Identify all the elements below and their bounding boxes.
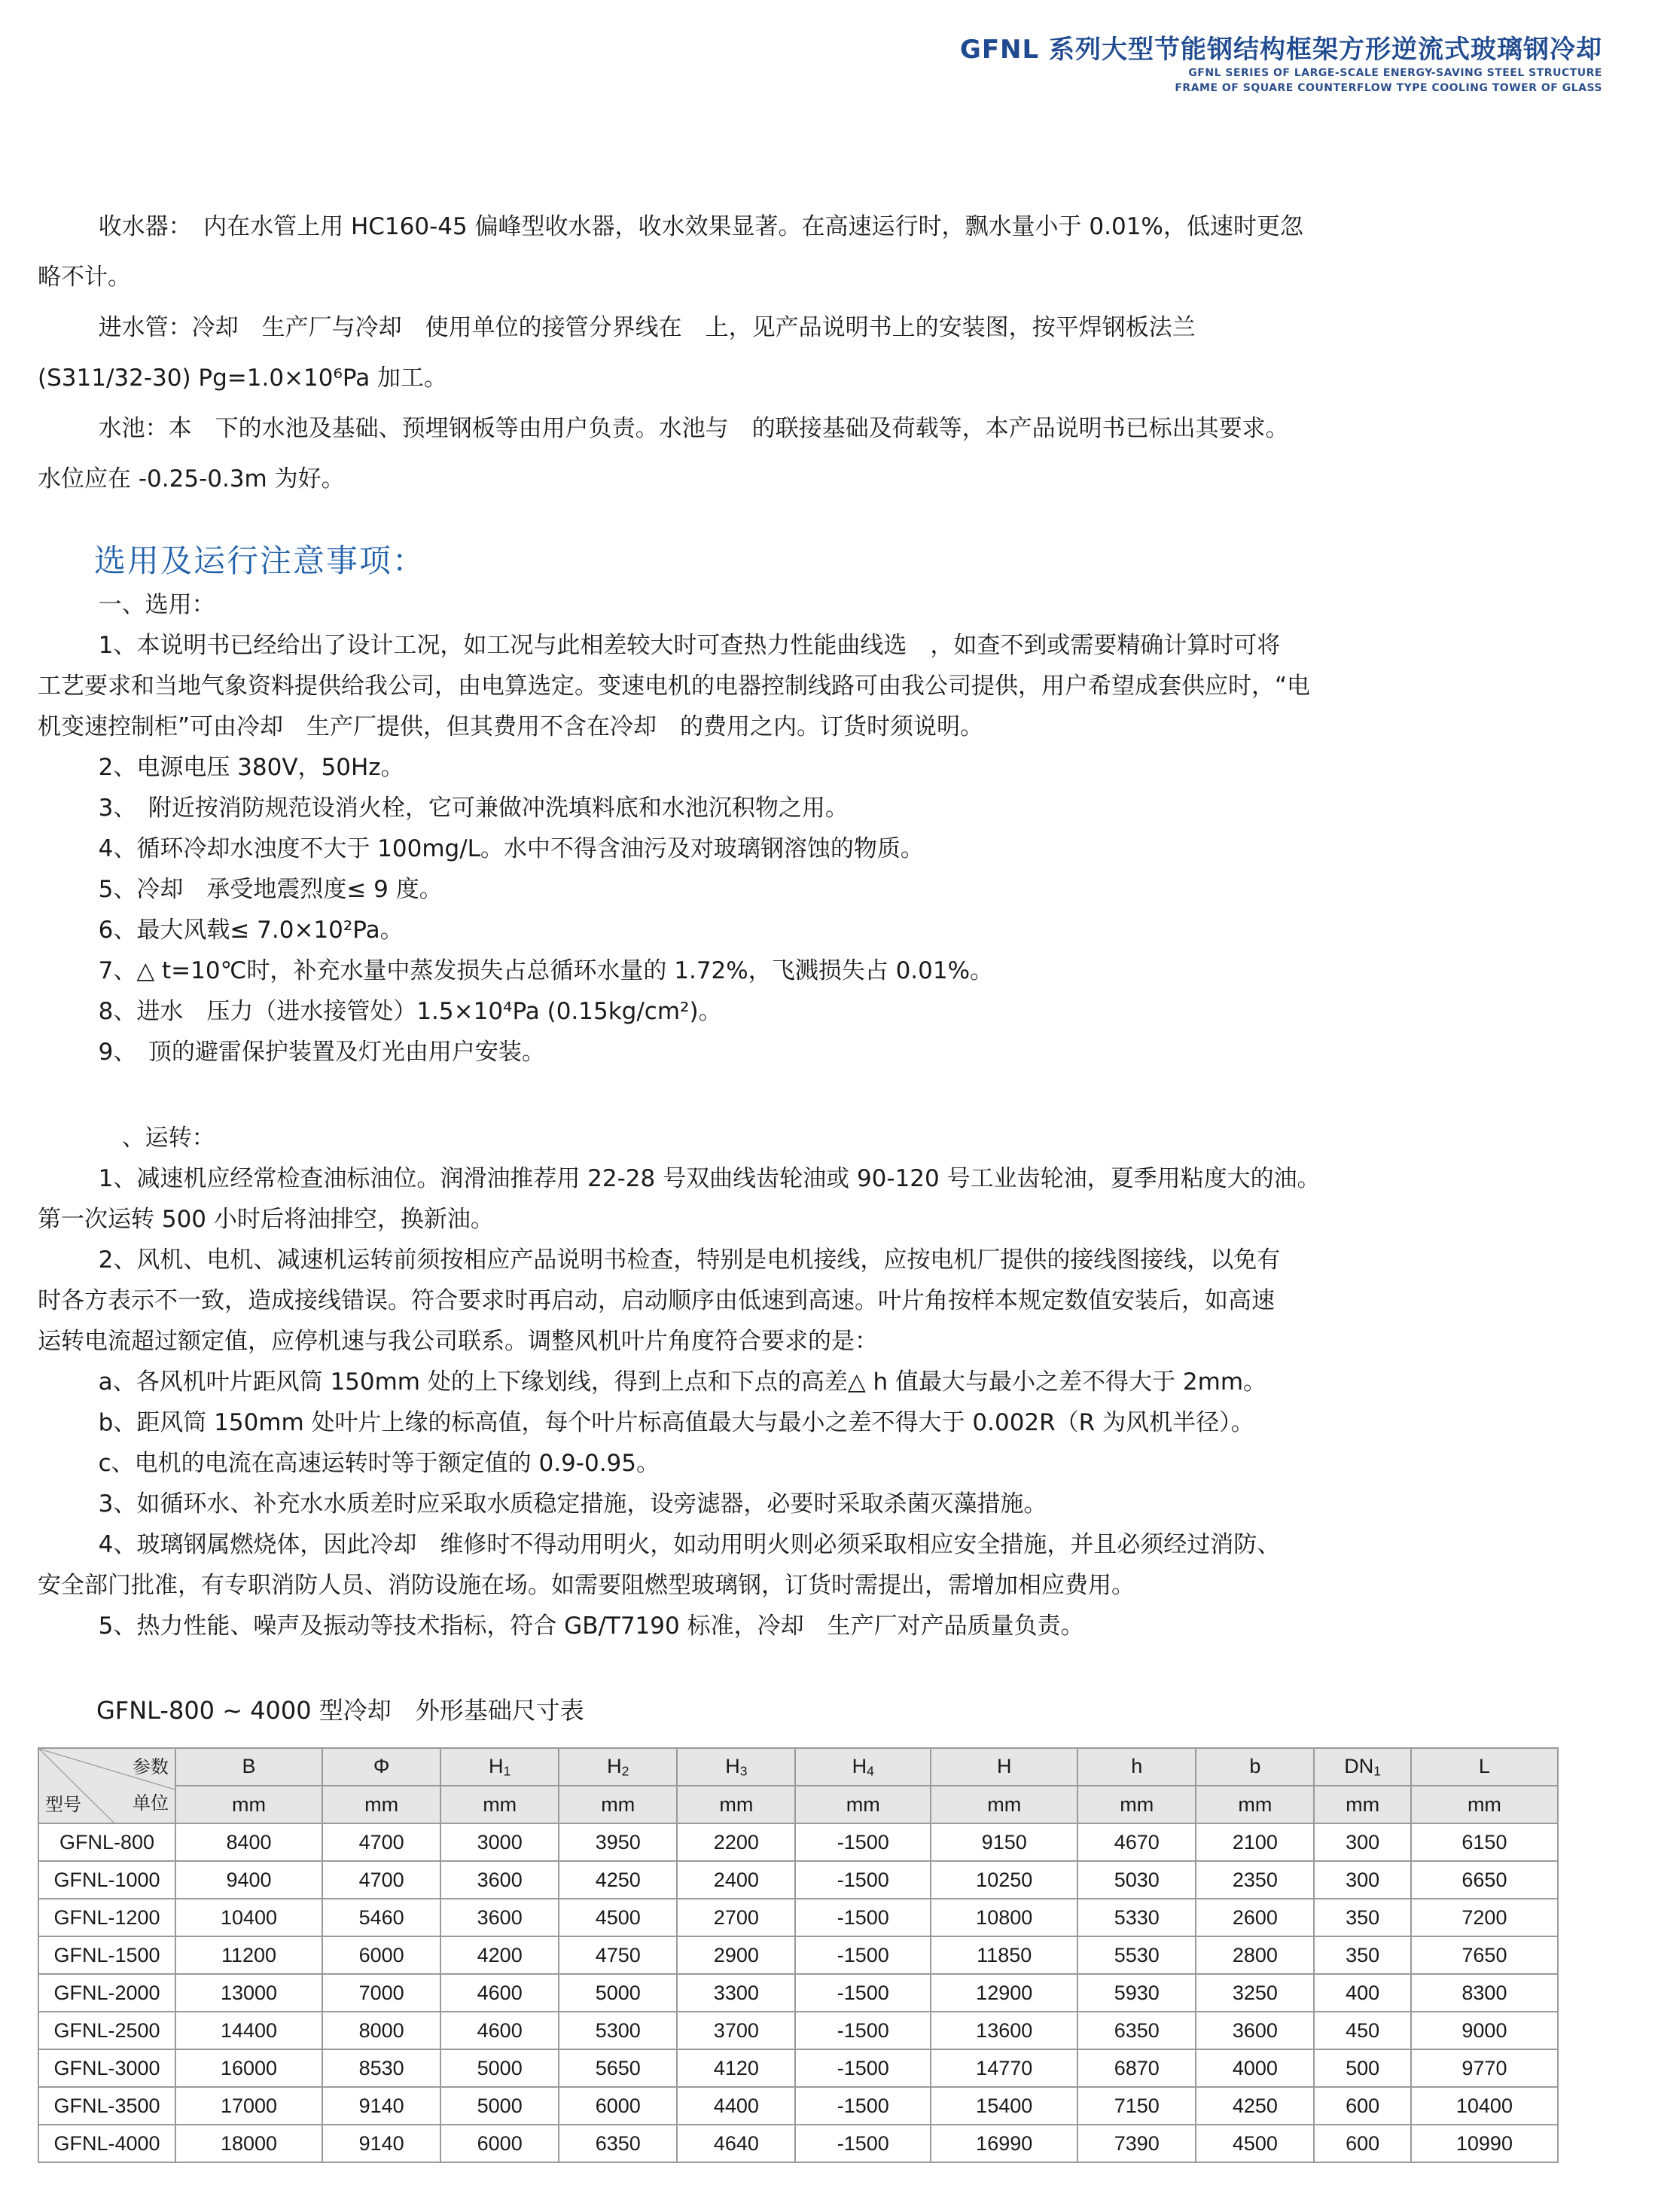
value-cell: 4400 (677, 2087, 795, 2125)
value-cell: 11850 (931, 1936, 1077, 1974)
selection-item: 7、△ t=10℃时，补充水量中蒸发损失占总循环水量的 1.72%，飞溅损失占 0.01%。 (98, 957, 994, 984)
value-cell: 4700 (322, 1823, 440, 1861)
value-cell: 7150 (1077, 2087, 1196, 2125)
value-cell: 2700 (677, 1899, 795, 1936)
intro-paragraph-collector: 收水器： 内在水管上用 HC160-45 偏峰型收水器，收水效果显著。在高速运行时，飘水量小于 0.01%，低速时更忽 (98, 213, 1303, 240)
table-title: GFNL-800 ~ 4000 型冷却 外形基础尺寸表 (96, 1696, 584, 1725)
selection-item: 1、本说明书已经给出了设计工况，如工况与此相差较大时可查热力性能曲线选 ，如查不到或需要精确计算时可将 (98, 632, 1281, 659)
table-body (38, 1823, 1558, 2162)
model-cell: GFNL-3000 (38, 2049, 175, 2087)
table-row (38, 1974, 1558, 2012)
value-cell: 9770 (1411, 2049, 1558, 2087)
value-cell: 4500 (559, 1899, 677, 1936)
table-row (38, 1899, 1558, 1936)
column-header: H2 (559, 1748, 677, 1786)
model-cell: GFNL-2000 (38, 1974, 175, 2012)
value-cell: 2100 (1196, 1823, 1314, 1861)
model-cell: GFNL-1000 (38, 1861, 175, 1899)
selection-item: 4、循环冷却水浊度不大于 100mg/L。水中不得含油污及对玻璃钢溶蚀的物质。 (98, 835, 924, 862)
unit-cell: mm (1314, 1786, 1410, 1823)
column-header: H (931, 1748, 1077, 1786)
selection-item: 工艺要求和当地气象资料提供给我公司，由电算选定。变速电机的电器控制线路可由我公司提供，用户希望成套供应时，“电 (38, 673, 1311, 700)
model-cell: GFNL-1500 (38, 1936, 175, 1974)
english-subtitle-2: FRAME OF SQUARE COUNTERFLOW TYPE COOLING TOWER OF GLASS (1175, 82, 1602, 94)
value-cell: 350 (1314, 1936, 1410, 1974)
value-cell: 600 (1314, 2087, 1410, 2125)
value-cell: 4000 (1196, 2049, 1314, 2087)
value-cell: 2600 (1196, 1899, 1314, 1936)
operation-item: 4、玻璃钢属燃烧体，因此冷却 维修时不得动用明火，如动用明火则必须采取相应安全措施，并且必须经过消防、 (98, 1531, 1281, 1558)
value-cell: 17000 (175, 2087, 322, 2125)
value-cell: 2200 (677, 1823, 795, 1861)
value-cell: 3600 (440, 1861, 559, 1899)
value-cell: 7390 (1077, 2125, 1196, 2162)
value-cell: 3600 (440, 1899, 559, 1936)
value-cell: 3250 (1196, 1974, 1314, 2012)
value-cell: 10800 (931, 1899, 1077, 1936)
value-cell: 2350 (1196, 1861, 1314, 1899)
operation-item: c、电机的电流在高速运转时等于额定值的 0.9-0.95。 (98, 1450, 660, 1477)
value-cell: -1500 (795, 1823, 931, 1861)
column-header: L (1411, 1748, 1558, 1786)
value-cell: 5000 (559, 1974, 677, 2012)
intro-paragraph-basin: 水池：本 下的水池及基础、预埋钢板等由用户负责。水池与 的联接基础及荷载等，本产品说明书已标出其要求。 (98, 415, 1289, 442)
operation-item: b、距风筒 150mm 处叶片上缘的标高值，每个叶片标高值最大与最小之差不得大于 0.002R（R 为风机半径）。 (98, 1409, 1254, 1436)
value-cell: 6650 (1411, 1861, 1558, 1899)
value-cell: 4120 (677, 2049, 795, 2087)
value-cell: 4200 (440, 1936, 559, 1974)
operation-item: 1、减速机应经常检查油标油位。润滑油推荐用 22-28 号双曲线齿轮油或 90-120 号工业齿轮油，夏季用粘度大的油。 (98, 1165, 1321, 1192)
intro-section (38, 202, 1566, 505)
table-row (38, 2087, 1558, 2125)
value-cell: 2400 (677, 1861, 795, 1899)
table-unit-row (38, 1786, 1558, 1823)
operation-item: 第一次运转 500 小时后将油排空，换新油。 (38, 1206, 494, 1233)
corner-param-label: 参数 (133, 1757, 169, 1777)
unit-cell: mm (559, 1786, 677, 1823)
corner-model-label: 型号 (45, 1795, 81, 1815)
column-header: DN1 (1314, 1748, 1410, 1786)
value-cell: 4500 (1196, 2125, 1314, 2162)
value-cell: 8530 (322, 2049, 440, 2087)
value-cell: 3700 (677, 2012, 795, 2049)
value-cell: 6150 (1411, 1823, 1558, 1861)
value-cell: 11200 (175, 1936, 322, 1974)
unit-cell: mm (1196, 1786, 1314, 1823)
value-cell: 9000 (1411, 2012, 1558, 2049)
value-cell: 6000 (322, 1936, 440, 1974)
value-cell: 13600 (931, 2012, 1077, 2049)
intro-paragraph-inlet: 进水管：冷却 生产厂与冷却 使用单位的接管分界线在 上，见产品说明书上的安装图，按平焊钢板法兰 (98, 314, 1196, 341)
table-corner-cell (38, 1748, 175, 1823)
value-cell: 16000 (175, 2049, 322, 2087)
value-cell: 16990 (931, 2125, 1077, 2162)
value-cell: 10250 (931, 1861, 1077, 1899)
table-row (38, 2049, 1558, 2087)
value-cell: 3950 (559, 1823, 677, 1861)
value-cell: 6000 (559, 2087, 677, 2125)
value-cell: 5930 (1077, 1974, 1196, 2012)
value-cell: 4640 (677, 2125, 795, 2162)
value-cell: 5000 (440, 2049, 559, 2087)
value-cell: 4700 (322, 1861, 440, 1899)
section-heading: 选用及运行注意事项： (94, 542, 426, 579)
column-header: B (175, 1748, 322, 1786)
value-cell: 5300 (559, 2012, 677, 2049)
value-cell: 450 (1314, 2012, 1410, 2049)
table-row (38, 1936, 1558, 1974)
value-cell: 4250 (559, 1861, 677, 1899)
value-cell: 8400 (175, 1823, 322, 1861)
selection-item: 3、 附近按消防规范设消火栓，它可兼做冲洗填料底和水池沉积物之用。 (98, 795, 849, 822)
table-row (38, 2125, 1558, 2162)
selection-item: 2、电源电压 380V，50Hz。 (98, 754, 404, 781)
corner-unit-label: 单位 (133, 1793, 169, 1814)
value-cell: 4250 (1196, 2087, 1314, 2125)
value-cell: 6350 (1077, 2012, 1196, 2049)
page-header (960, 29, 1602, 96)
value-cell: -1500 (795, 1974, 931, 2012)
model-cell: GFNL-4000 (38, 2125, 175, 2162)
table-row (38, 1823, 1558, 1861)
value-cell: 4600 (440, 2012, 559, 2049)
value-cell: 8000 (322, 2012, 440, 2049)
value-cell: 5650 (559, 2049, 677, 2087)
column-header: b (1196, 1748, 1314, 1786)
table-header-row (38, 1748, 1558, 1786)
unit-cell: mm (1411, 1786, 1558, 1823)
selection-item: 8、进水 压力（进水接管处）1.5×10⁴Pa (0.15kg/cm²)。 (98, 998, 722, 1025)
column-header: h (1077, 1748, 1196, 1786)
model-cell: GFNL-1200 (38, 1899, 175, 1936)
value-cell: 600 (1314, 2125, 1410, 2162)
value-cell: 7200 (1411, 1899, 1558, 1936)
intro-paragraph-basin-cont: 水位应在 -0.25-0.3m 为好。 (38, 465, 345, 493)
operation-item: 运转电流超过额定值，应停机速与我公司联系。调整风机叶片角度符合要求的是： (38, 1328, 878, 1355)
model-cell: GFNL-800 (38, 1823, 175, 1861)
value-cell: 5330 (1077, 1899, 1196, 1936)
value-cell: -1500 (795, 2125, 931, 2162)
table-row (38, 2012, 1558, 2049)
unit-cell: mm (440, 1786, 559, 1823)
value-cell: -1500 (795, 1936, 931, 1974)
selection-item: 5、冷却 承受地震烈度≤ 9 度。 (98, 876, 443, 903)
table-row (38, 1861, 1558, 1899)
value-cell: 13000 (175, 1974, 322, 2012)
value-cell: 6870 (1077, 2049, 1196, 2087)
selection-section (38, 584, 1566, 1072)
value-cell: -1500 (795, 1861, 931, 1899)
model-cell: GFNL-3500 (38, 2087, 175, 2125)
value-cell: 14770 (931, 2049, 1077, 2087)
value-cell: 4670 (1077, 1823, 1196, 1861)
value-cell: 15400 (931, 2087, 1077, 2125)
value-cell: 5460 (322, 1899, 440, 1936)
value-cell: 9150 (931, 1823, 1077, 1861)
value-cell: 400 (1314, 1974, 1410, 2012)
unit-cell: mm (677, 1786, 795, 1823)
english-subtitle-1: GFNL SERIES OF LARGE-SCALE ENERGY-SAVING STEEL STRUCTURE (1188, 67, 1602, 79)
value-cell: 5000 (440, 2087, 559, 2125)
operation-heading: 、运转： (121, 1124, 215, 1152)
operation-item: 5、热力性能、噪声及振动等技术指标，符合 GB/T7190 标准，冷却 生产厂对产品质量负责。 (98, 1612, 1084, 1640)
column-header: H1 (440, 1748, 559, 1786)
operation-section (38, 1118, 1566, 1646)
intro-paragraph-inlet-cont: (S311/32-30) Pg=1.0×10⁶Pa 加工。 (38, 365, 448, 392)
value-cell: 6350 (559, 2125, 677, 2162)
column-header: H4 (795, 1748, 931, 1786)
value-cell: 9140 (322, 2087, 440, 2125)
operation-item: a、各风机叶片距风筒 150mm 处的上下缘划线，得到上点和下点的高差△ h 值最大与最小之差不得大于 2mm。 (98, 1368, 1267, 1396)
value-cell: 5030 (1077, 1861, 1196, 1899)
value-cell: 7000 (322, 1974, 440, 2012)
operation-item: 时各方表示不一致，造成接线错误。符合要求时再启动，启动顺序由低速到高速。叶片角按样本规定数值安装后，如高速 (38, 1287, 1275, 1314)
operation-item: 2、风机、电机、减速机运转前须按相应产品说明书检查，特别是电机接线，应按电机厂提供的接线图接线，以免有 (98, 1246, 1281, 1274)
value-cell: 9400 (175, 1861, 322, 1899)
value-cell: 10990 (1411, 2125, 1558, 2162)
selection-item: 机变速控制柜”可由冷却 生产厂提供，但其费用不含在冷却 的费用之内。订货时须说明。 (38, 713, 984, 740)
value-cell: 2800 (1196, 1936, 1314, 1974)
dimension-table (38, 1747, 1559, 2163)
value-cell: 2900 (677, 1936, 795, 1974)
value-cell: 300 (1314, 1823, 1410, 1861)
selection-heading: 一、选用： (98, 591, 215, 618)
value-cell: 4750 (559, 1936, 677, 1974)
value-cell: 12900 (931, 1974, 1077, 2012)
value-cell: 3000 (440, 1823, 559, 1861)
unit-cell: mm (795, 1786, 931, 1823)
value-cell: 10400 (175, 1899, 322, 1936)
operation-item: 3、如循环水、补充水水质差时应采取水质稳定措施，设旁滤器，必要时采取杀菌灭藻措施。 (98, 1490, 1047, 1518)
model-cell: GFNL-2500 (38, 2012, 175, 2049)
value-cell: 500 (1314, 2049, 1410, 2087)
value-cell: 350 (1314, 1899, 1410, 1936)
value-cell: 8300 (1411, 1974, 1558, 2012)
unit-cell: mm (175, 1786, 322, 1823)
unit-cell: mm (322, 1786, 440, 1823)
document-title: GFNL 系列大型节能钢结构框架方形逆流式玻璃钢冷却 (959, 35, 1602, 65)
intro-paragraph-collector-cont: 略不计。 (38, 264, 131, 291)
value-cell: 14400 (175, 2012, 322, 2049)
selection-item: 6、最大风载≤ 7.0×10²Pa。 (98, 917, 404, 944)
value-cell: 10400 (1411, 2087, 1558, 2125)
value-cell: 6000 (440, 2125, 559, 2162)
value-cell: -1500 (795, 1899, 931, 1936)
value-cell: 3300 (677, 1974, 795, 2012)
value-cell: -1500 (795, 2012, 931, 2049)
value-cell: 9140 (322, 2125, 440, 2162)
value-cell: 7650 (1411, 1936, 1558, 1974)
value-cell: 5530 (1077, 1936, 1196, 1974)
unit-cell: mm (931, 1786, 1077, 1823)
value-cell: -1500 (795, 2049, 931, 2087)
value-cell: 300 (1314, 1861, 1410, 1899)
value-cell: -1500 (795, 2087, 931, 2125)
operation-item: 安全部门批准，有专职消防人员、消防设施在场。如需要阻燃型玻璃钢，订货时需提出，需增加相应费用。 (38, 1572, 1135, 1599)
value-cell: 3600 (1196, 2012, 1314, 2049)
value-cell: 18000 (175, 2125, 322, 2162)
unit-cell: mm (1077, 1786, 1196, 1823)
column-header: H3 (677, 1748, 795, 1786)
selection-item: 9、 顶的避雷保护装置及灯光由用户安装。 (98, 1039, 545, 1066)
value-cell: 4600 (440, 1974, 559, 2012)
column-header: Φ (322, 1748, 440, 1786)
